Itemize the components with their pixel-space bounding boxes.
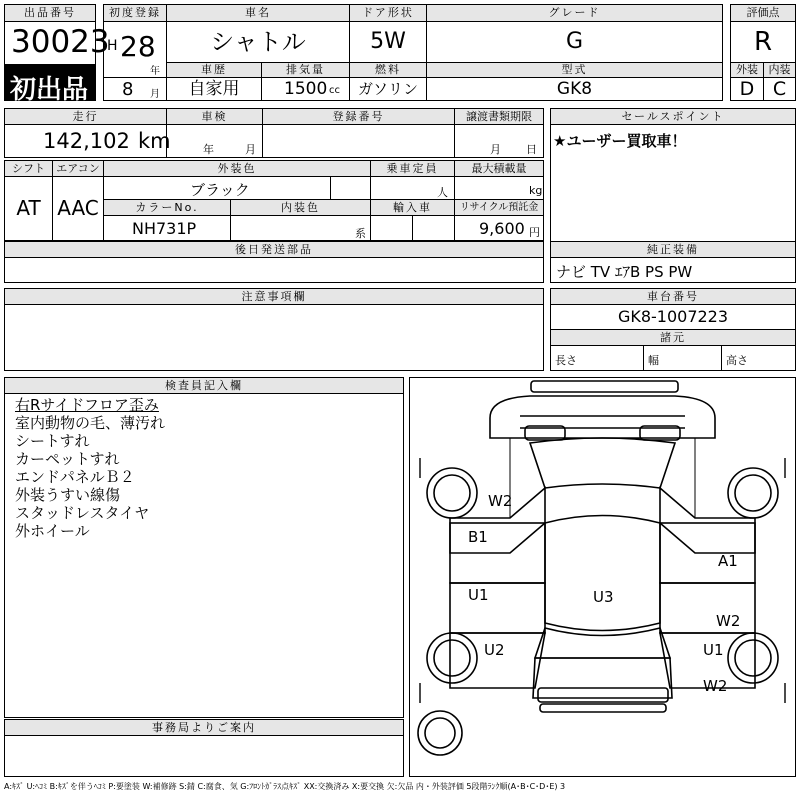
model-label: 型式 [426, 62, 723, 78]
model-cell [426, 77, 723, 101]
windshield [530, 438, 675, 488]
mileage-label: 走行 [4, 108, 167, 125]
inspector-cell [4, 393, 404, 718]
length-cell [550, 345, 644, 371]
width-cell [643, 345, 722, 371]
mark-w2-rear-right: W2 [703, 677, 728, 695]
office-cell [4, 735, 404, 777]
max-load-cell [454, 176, 544, 200]
ac-label: エアコン [52, 160, 104, 177]
fuel-label: 燃料 [349, 62, 427, 78]
displacement-label: 排気量 [261, 62, 350, 78]
body-right [660, 488, 755, 553]
inspection-month-unit: 月 [245, 143, 256, 156]
color: ブラック [190, 181, 250, 199]
capacity-cell [370, 176, 455, 200]
sales-point-label: セールスポイント [550, 108, 796, 125]
equipment-cell [550, 257, 796, 283]
max-load-label: 最大積載量 [454, 160, 544, 177]
inspector-note-6: 外装うすい線傷 [15, 486, 121, 504]
hood [490, 396, 715, 438]
recycle-unit: 円 [529, 226, 540, 239]
first-reg-cell [103, 21, 167, 78]
first-reg-label: 初度登録 [103, 4, 167, 22]
interior-color-label: 内装色 [230, 199, 371, 216]
door-cell [349, 21, 427, 63]
interior-color-unit: 系 [355, 227, 366, 240]
ac-cell [52, 176, 104, 241]
ac: AAC [57, 196, 99, 220]
lot-label: 出品番号 [4, 4, 96, 22]
height-label: 高さ [726, 354, 748, 367]
reg-no-cell [262, 124, 455, 158]
first-reg-year: 28 [120, 30, 156, 63]
score-cell [730, 21, 796, 63]
exterior-label: 外装 [730, 62, 764, 78]
mark-u1-right: U1 [703, 641, 724, 659]
import-cell-2 [412, 215, 455, 241]
sales-point-cell [550, 124, 796, 242]
recycle-label: リサイクル預託金 [454, 199, 544, 216]
transfer-month-unit: 月 [490, 143, 501, 156]
dims-label: 諸元 [550, 329, 796, 346]
legend: A:ｷｽﾞ U:ﾍｺﾐ B:ｷｽﾞを伴うﾍｺﾐ P:要塗装 W:補修跡 S:錆 C:腐食、気 G:ﾌﾛﾝﾄｶﾞﾗｽ点ｷｽﾞ XX:交換済み X:要交換 欠:欠品 内・外装評価 5段階ﾗﾝｸ順(A･B･C･D･E) 3 [4, 782, 566, 791]
year-unit: 年 [150, 66, 160, 77]
car-name: シャトル [210, 28, 306, 56]
fuel: ガソリン [357, 80, 418, 98]
score: R [753, 27, 773, 57]
lot-number: 30023 [11, 24, 110, 60]
fuel-cell [349, 77, 427, 101]
interior-grade: C [772, 78, 787, 100]
history-label: 車歴 [166, 62, 262, 78]
color-label: 外装色 [103, 160, 371, 177]
transfer-day-unit: 日 [526, 143, 537, 156]
displacement-unit: cc [329, 85, 340, 96]
transfer-label: 譲渡書類期限 [454, 108, 544, 125]
grade-label: グレード [426, 4, 723, 22]
displacement-cell [261, 77, 350, 101]
inspector-note-3: シートすれ [15, 432, 90, 450]
height-cell [721, 345, 796, 371]
width-label: 幅 [648, 354, 659, 367]
interior-label: 内装 [763, 62, 796, 78]
sales-point: ★ユーザー買取車！ [553, 132, 687, 150]
rear-door-right [660, 583, 755, 633]
mark-b1: B1 [468, 528, 488, 546]
mark-u2: U2 [484, 641, 505, 659]
grade: G [565, 29, 584, 54]
era: H [107, 38, 118, 54]
inspector-note-2: 室内動物の毛、薄汚れ [15, 414, 166, 432]
first-reg-month-cell [103, 77, 167, 101]
capacity-unit: 人 [437, 186, 448, 199]
capacity-label: 乗車定員 [370, 160, 455, 177]
notes-label: 注意事項欄 [4, 288, 544, 305]
shift-cell [4, 176, 53, 241]
mark-u1-left: U1 [468, 586, 489, 604]
max-load-unit: kg [529, 184, 543, 197]
history-cell [166, 77, 262, 101]
car-name-label: 車名 [166, 4, 350, 22]
import-cell-1 [370, 215, 413, 241]
inspector-label: 検査員記入欄 [4, 377, 404, 394]
mileage: 142,102 [43, 129, 130, 153]
car-diagram [410, 378, 795, 776]
mark-w2-front-left: W2 [488, 492, 513, 510]
mark-u3: U3 [593, 588, 614, 606]
inspector-note-8: 外ホイール [15, 522, 90, 540]
inspection-label: 車検 [166, 108, 263, 125]
length-label: 長さ [555, 354, 577, 367]
front-bumper [531, 381, 678, 392]
rear-bumper [538, 688, 668, 702]
mark-w2-right: W2 [716, 612, 741, 630]
color-no-cell [103, 215, 231, 241]
rear-door-left [450, 583, 545, 633]
rear-window [535, 628, 670, 658]
color-no: NH731P [132, 219, 197, 238]
recycle-cell [454, 215, 544, 241]
inspector-note-5: エンドパネルＢ２ [15, 468, 135, 486]
transfer-cell [454, 124, 544, 158]
score-label: 評価点 [730, 4, 796, 22]
mark-a1: A1 [718, 552, 738, 570]
shift: AT [16, 196, 41, 220]
tailgate [533, 658, 672, 698]
month-unit: 月 [150, 89, 160, 100]
exterior-grade-cell [730, 77, 764, 101]
import-label: 輸入車 [370, 199, 455, 216]
color-cell [103, 176, 331, 200]
inspection-cell [166, 124, 263, 158]
inspector-note-4: カーペットすれ [15, 450, 120, 468]
displacement: 1500 [284, 79, 328, 99]
interior-grade-cell [763, 77, 796, 101]
roof [545, 516, 660, 631]
chassis-no: GK8-1007223 [617, 307, 729, 326]
equipment-label: 純正装備 [550, 241, 796, 258]
grade-cell [426, 21, 723, 63]
door-label: ドア形状 [349, 4, 427, 22]
later-parts-label: 後日発送部品 [4, 241, 544, 258]
car-diagram-frame [409, 377, 796, 777]
inspector-note-7: スタッドレスタイヤ [15, 504, 150, 522]
chassis-label: 車台番号 [550, 288, 796, 305]
color-extra-cell [330, 176, 371, 200]
door-type: 5W [370, 29, 406, 54]
shift-label: シフト [4, 160, 53, 177]
chassis-cell [550, 304, 796, 330]
interior-color-cell [230, 215, 371, 241]
inspector-note-1: 右Rサイドフロア歪み [15, 396, 159, 414]
mileage-unit: km [138, 129, 171, 153]
notes-cell [4, 304, 544, 371]
equipment: ナビ TV ｴｱB PS PW [556, 263, 693, 281]
lot-number-cell [4, 21, 110, 65]
car-name-cell [166, 21, 350, 63]
first-listing-text: 初出品 [10, 75, 89, 105]
office-label: 事務局よりご案内 [4, 719, 404, 736]
exterior-grade: D [739, 78, 755, 100]
first-reg-month: 8 [122, 79, 134, 100]
mileage-cell [4, 124, 171, 158]
rear-bumper-lower [540, 704, 666, 712]
inspection-year-unit: 年 [203, 143, 214, 156]
later-parts-cell [4, 257, 544, 283]
history: 自家用 [188, 79, 240, 99]
recycle: 9,600 [479, 219, 525, 238]
color-no-label: カラーNo. [103, 199, 231, 216]
model: GK8 [556, 79, 593, 99]
reg-no-label: 登録番号 [262, 108, 455, 125]
first-listing-badge [4, 65, 96, 105]
